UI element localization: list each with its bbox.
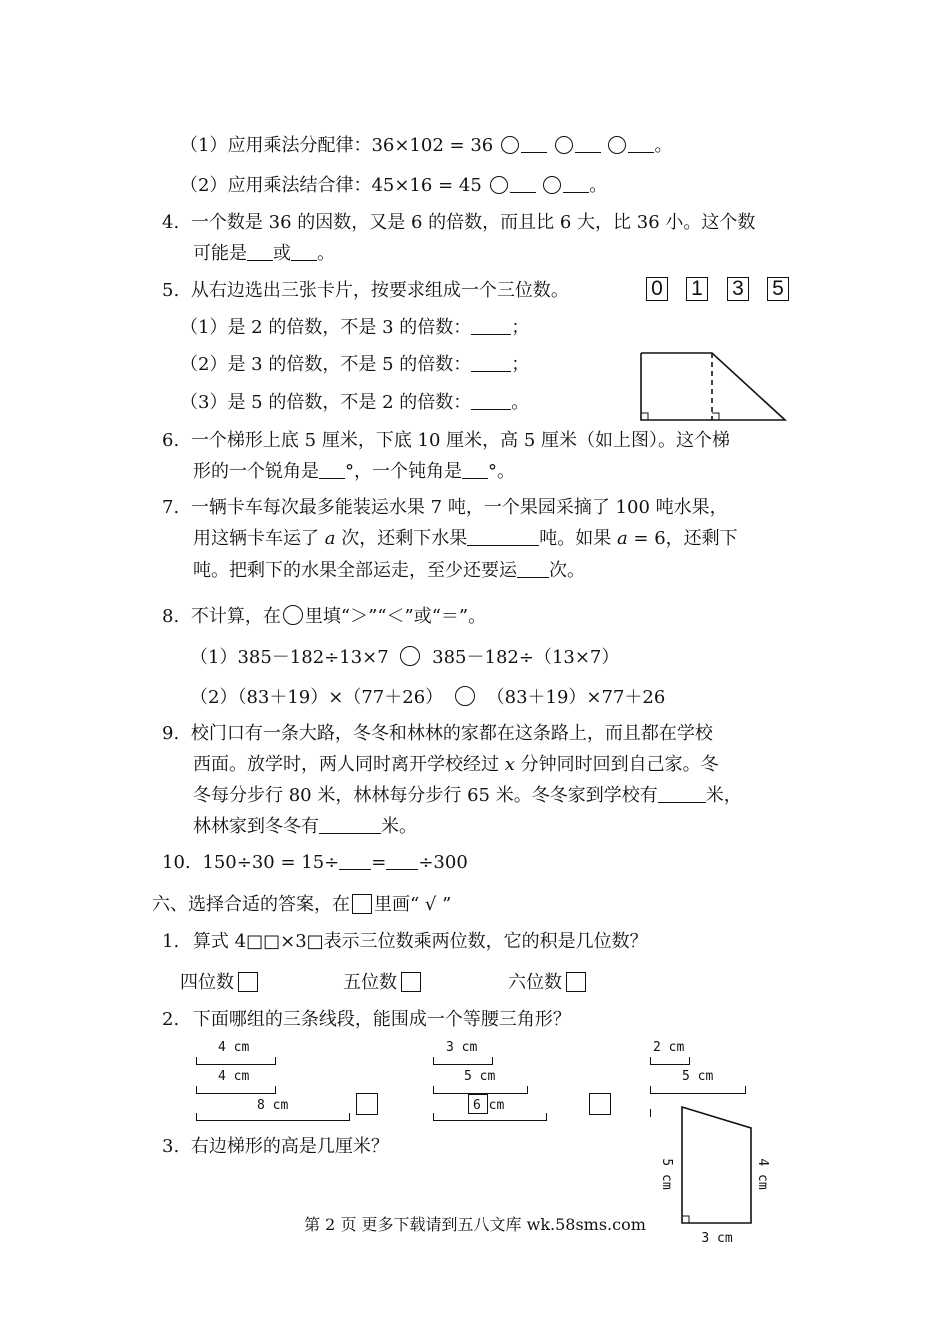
s6q2-text: 下面哪组的三条线段，能围成一个等腰三角形？ xyxy=(192,1009,571,1030)
section-6-title-a: 六、选择合适的答案，在 xyxy=(152,894,350,915)
segment-label: 3 cm xyxy=(446,1040,478,1055)
segment-label: 2 cm xyxy=(653,1040,685,1055)
side-label-right: 4 cm xyxy=(755,1158,770,1190)
q6-text-c: °。 xyxy=(488,461,515,482)
q9-text-d: 米， xyxy=(705,785,742,806)
q4-line2 xyxy=(193,242,335,266)
segment-label: 6 cm xyxy=(473,1098,505,1113)
option-label: 六位数 xyxy=(508,972,562,993)
answer-circle[interactable] xyxy=(490,176,508,194)
s6q2-line xyxy=(162,1008,571,1032)
answer-blank[interactable] xyxy=(471,354,511,372)
number-card: 1 xyxy=(686,277,708,301)
q9-line4 xyxy=(193,815,417,839)
answer-blank[interactable] xyxy=(319,461,345,479)
option-label: 四位数 xyxy=(180,972,234,993)
answer-blank[interactable] xyxy=(628,135,654,153)
answer-blank[interactable] xyxy=(517,560,549,578)
q9-text-c: 冬每分步行 80 米，林林每分步行 65 米。冬冬家到学校有 xyxy=(193,785,658,806)
q4-text: 一个数是 36 的因数，又是 6 的倍数，而且比 6 大，比 36 小。这个数 xyxy=(190,212,756,233)
answer-blank[interactable] xyxy=(471,392,511,410)
q7-text: 一辆卡车每次最多能装运水果 7 吨，一个果园采摘了 100 吨水果， xyxy=(190,497,728,518)
q6-text-b: °，一个钝角是 xyxy=(345,461,462,482)
q9-text-e: 林林家到冬冬有 xyxy=(193,816,319,837)
option-checkbox[interactable] xyxy=(238,972,258,992)
q7-text-c: 吨。如果 xyxy=(539,528,612,549)
answer-circle[interactable] xyxy=(608,136,626,154)
answer-blank[interactable] xyxy=(471,317,511,335)
q10-text-b: = xyxy=(371,852,387,873)
q3-sub2-end: 。 xyxy=(589,175,608,196)
q5-sub1-end: ； xyxy=(511,317,530,338)
q9-text-f: 米。 xyxy=(381,816,417,837)
trapezoid-figure xyxy=(630,345,800,425)
q8-sub2-left: （2）（83＋19）×（77＋26） xyxy=(190,687,444,708)
option-checkbox[interactable] xyxy=(401,972,421,992)
q5-sub3 xyxy=(180,391,529,415)
trapezoid-outline xyxy=(682,1107,751,1223)
s6q1-option-2 xyxy=(343,971,421,995)
q6-number: 6. xyxy=(162,430,180,451)
line-segment xyxy=(650,1086,746,1094)
q9-number: 9. xyxy=(162,723,180,744)
section-6-title xyxy=(152,893,451,917)
q7-text-a: 用这辆卡车运了 xyxy=(193,528,319,549)
q8-sub1-right: 385－182÷（13×7） xyxy=(432,647,620,668)
number-card: 0 xyxy=(646,277,668,301)
answer-blank[interactable] xyxy=(291,243,317,261)
q8-number: 8. xyxy=(162,606,180,627)
s6q3-number: 3. xyxy=(162,1136,180,1157)
q7-text-d: = 6，还剩下 xyxy=(633,528,738,549)
s6q1-line xyxy=(162,930,648,954)
answer-circle[interactable] xyxy=(455,686,475,706)
q3-sub1-end: 。 xyxy=(654,135,673,156)
right-angle-mark xyxy=(641,413,648,420)
page-footer: 第 2 页 更多下载请到五八文库 wk.58sms.com xyxy=(304,1215,646,1234)
q4-text-a: 可能是 xyxy=(193,243,247,264)
q5-text: 从右边选出三张卡片，按要求组成一个三位数。 xyxy=(190,280,569,301)
q4-line1 xyxy=(162,211,755,235)
q6-line1 xyxy=(162,429,730,453)
answer-circle[interactable] xyxy=(555,136,573,154)
answer-blank[interactable] xyxy=(510,175,536,193)
line-segment xyxy=(433,1086,528,1094)
q7-text-e: 吨。把剩下的水果全部运走，至少还要运 xyxy=(193,560,517,581)
q7-text-b: 次，还剩下水果 xyxy=(341,528,468,549)
q6-line2 xyxy=(193,460,515,484)
option-checkbox[interactable] xyxy=(566,972,586,992)
q5-number: 5. xyxy=(162,280,180,301)
q8-sub1 xyxy=(190,646,619,670)
answer-blank[interactable] xyxy=(563,175,589,193)
s6q3-line xyxy=(162,1135,389,1159)
q9-line3 xyxy=(193,784,742,808)
q4-text-b: 或 xyxy=(273,243,291,264)
answer-blank[interactable] xyxy=(467,528,539,546)
q3-sub1 xyxy=(180,134,672,158)
section-6-title-b: 里画“ √ ” xyxy=(374,894,452,915)
line-segment xyxy=(433,1057,493,1065)
q7-number: 7. xyxy=(162,497,180,518)
option-label: 五位数 xyxy=(343,972,397,993)
option-checkbox[interactable] xyxy=(589,1093,611,1115)
s6q3-text: 右边梯形的高是几厘米？ xyxy=(190,1136,389,1157)
side-label-bottom: 3 cm xyxy=(701,1231,733,1246)
q7-variable: a xyxy=(324,528,336,549)
q9-line2 xyxy=(193,753,719,777)
q6-text: 一个梯形上底 5 厘米，下底 10 厘米，高 5 厘米（如上图）。这个梯 xyxy=(190,430,731,451)
q6-text-a: 形的一个锐角是 xyxy=(193,461,319,482)
answer-circle[interactable] xyxy=(543,176,561,194)
s6q1-option-1 xyxy=(180,971,258,995)
answer-blank[interactable] xyxy=(462,461,488,479)
q5-sub3-text: （3）是 5 的倍数，不是 2 的倍数： xyxy=(180,392,472,413)
q8-sub2-right: （83＋19）×77＋26 xyxy=(486,687,666,708)
line-segment xyxy=(196,1086,276,1094)
number-card: 5 xyxy=(767,277,789,301)
q3-sub2-prefix: （2）应用乘法结合律：45×16 = 45 xyxy=(180,175,482,196)
s6q2-number: 2. xyxy=(162,1009,180,1030)
answer-blank[interactable] xyxy=(319,816,381,834)
q5-sub1 xyxy=(180,316,529,340)
q5-sub2-text: （2）是 3 的倍数，不是 5 的倍数： xyxy=(180,354,472,375)
trapezoid-outline xyxy=(641,353,785,420)
q5-line xyxy=(162,279,569,303)
segment-label: 5 cm xyxy=(464,1069,496,1084)
q4-text-c: 。 xyxy=(317,243,335,264)
line-segment xyxy=(196,1057,276,1065)
circle-icon xyxy=(283,605,303,625)
answer-blank[interactable] xyxy=(575,135,601,153)
q9-line1 xyxy=(162,722,713,746)
q9-text-a: 西面。放学时，两人同时离开学校经过 xyxy=(193,754,499,775)
q8-text-b: 里填“＞”“＜”或“＝”。 xyxy=(304,606,487,627)
segment-label: 4 cm xyxy=(218,1069,250,1084)
q7-line3 xyxy=(193,559,585,583)
q8-line xyxy=(162,605,486,629)
right-angle-mark xyxy=(712,413,719,420)
q3-sub1-prefix: （1）应用乘法分配律：36×102 = 36 xyxy=(180,135,494,156)
line-segment xyxy=(196,1113,350,1121)
q4-number: 4. xyxy=(162,212,180,233)
q7-line1 xyxy=(162,496,728,520)
q10-text-a: 150÷30 = 15÷ xyxy=(202,852,340,873)
segment-tick xyxy=(650,1109,651,1117)
answer-circle[interactable] xyxy=(501,136,519,154)
line-segment xyxy=(433,1113,547,1121)
q7-text-f: 次。 xyxy=(549,560,585,581)
segment-label: 4 cm xyxy=(218,1040,250,1055)
q10-line xyxy=(162,851,468,875)
answer-blank[interactable] xyxy=(339,852,371,870)
answer-blank[interactable] xyxy=(658,785,706,803)
q9-text-b: 分钟同时回到自己家。冬 xyxy=(520,754,719,775)
option-checkbox[interactable] xyxy=(356,1093,378,1115)
q9-variable: x xyxy=(504,754,515,775)
s6q1-number: 1. xyxy=(162,931,180,952)
q9-text: 校门口有一条大路，冬冬和林林的家都在这条路上，而且都在学校 xyxy=(190,723,713,744)
answer-blank[interactable] xyxy=(386,852,418,870)
line-segment xyxy=(650,1057,690,1065)
s6q1-option-3 xyxy=(508,971,586,995)
s6q1-text: 算式 4□□×3□表示三位数乘两位数，它的积是几位数？ xyxy=(192,931,648,952)
answer-blank[interactable] xyxy=(521,135,547,153)
checkbox-icon xyxy=(352,894,372,914)
answer-circle[interactable] xyxy=(400,646,420,666)
q7-variable: a xyxy=(616,528,628,549)
q8-text-a: 不计算，在 xyxy=(190,606,281,627)
q5-sub2-end: ； xyxy=(511,354,530,375)
overlay-box xyxy=(468,1094,488,1114)
q5-sub3-end: 。 xyxy=(511,392,530,413)
q3-sub2 xyxy=(180,174,607,198)
number-card: 3 xyxy=(727,277,749,301)
q5-sub1-text: （1）是 2 的倍数，不是 3 的倍数： xyxy=(180,317,472,338)
q8-sub2 xyxy=(190,686,665,710)
q8-sub1-left: （1）385－182÷13×7 xyxy=(190,647,389,668)
q7-line2 xyxy=(193,527,738,551)
q10-number: 10. xyxy=(162,852,191,873)
segment-label: 5 cm xyxy=(682,1069,714,1084)
side-label-left: 5 cm xyxy=(659,1158,674,1190)
q10-text-c: ÷300 xyxy=(418,852,468,873)
segment-label: 8 cm xyxy=(257,1098,289,1113)
answer-blank[interactable] xyxy=(247,243,273,261)
q5-sub2 xyxy=(180,353,529,377)
